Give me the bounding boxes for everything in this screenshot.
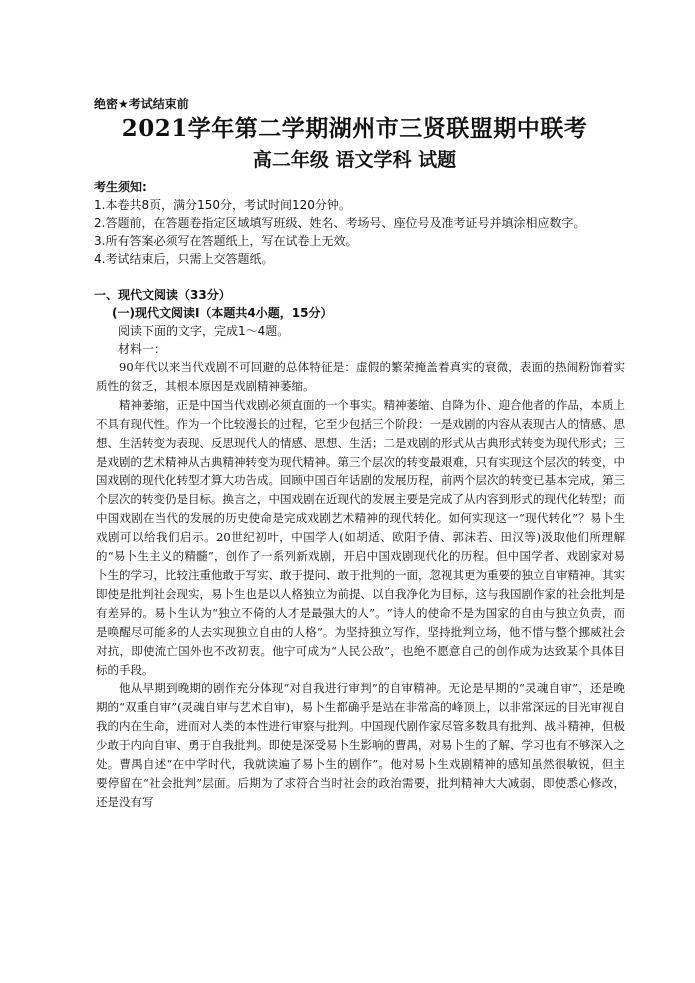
notice-item: 4.考试结束后，只需上交答题纸。 — [94, 252, 274, 266]
passage-paragraph: 精神萎缩，正是中国当代戏剧必须直面的一个事实。精神萎缩、自降为仆、迎合他者的作品，本质上不具有现代性。作为一个比较漫长的过程，它至少包括三个阶段：一是戏剧的内容从表现古人的情感、思想、生活转变为表现、反思现代人的情感、思想、生活；二是戏剧的形式从古典形式转变为现代形式；三是戏剧的艺术精神从古典精神转变为现代精神。第三个层次的转变最艰难，只有实现这个层次的转变，中国戏剧的现代化转型才算大功告成。回顾中国百年话剧的发展历程，前两个层次的转变已基本完成，第三个层次的转变仍是目标。换言之，中国戏剧在近现代的发展主要是完成了从内容到形式的现代化转型；而中国戏剧在当代的发展的历史使命是完成戏剧艺术精神的现代转化。如何实现这一“现代转化”？易卜生戏剧可以给我们启示。20世纪初叶，中国学人(如胡适、欧阳予倩、郭沫若、田汉等)汲取他们所理解的“易卜生主义的精髓”，创作了一系列新戏剧，开启中国戏剧现代化的历程。但中国学者、戏剧家对易卜生的学习，比较注重他敢于写实、敢于提问、敢于批判的一面，忽视其更为重要的独立自审精神。其实即使是批判社会现实，易卜生也是以人格独立为前提、以自我净化为目标，这与我国剧作家的社会批判是有差异的。易卜生认为“独立不倚的人才是最强大的人”。“诗人的使命不是为国家的自由与独立负责，而是唤醒尽可能多的人去实现独立自由的人格”。为坚持独立写作，坚持批判立场，他不惜与整个挪威社会对抗，即使流亡国外也不改初衷。他宁可成为“人民公敌”，也绝不愿意自己的创作成为达致某个具体目标的手段。 — [96, 397, 625, 677]
notice-list — [94, 196, 623, 268]
confidential-mark: 绝密★考试结束前 — [94, 97, 189, 111]
notice-item: 3.所有答案必须写在答题纸上，写在试卷上无效。 — [94, 234, 358, 248]
passage-paragraph: 90年代以来当代戏剧不可回避的总体特征是：虚假的繁荣掩盖着真实的衰微，表面的热闹粉饰着实质性的贫乏，其根本原因是戏剧精神萎缩。 — [96, 360, 625, 393]
notice-heading: 考生须知: — [94, 180, 147, 194]
notice-item: 2.答题前，在答题卷指定区域填写班级、姓名、考场号、座位号及准考证号并填涂相应数字。 — [94, 216, 586, 230]
exam-subtitle: 高二年级 语文学科 试题 — [252, 149, 457, 171]
reading-instruction: 阅读下面的文字，完成1～4题。 — [118, 324, 290, 338]
notice-item: 1.本卷共8页，满分150分，考试时间120分钟。 — [94, 198, 351, 212]
passage-paragraph: 他从早期到晚期的剧作充分体现“对自我进行审判”的自审精神。无论是早期的“灵魂自审”，还是晚期的“双重自审”(灵魂自审与艺术自审)，易卜生都确乎是站在非常高的峰顶上，以非常深远的目光审视自我的内在生命，进而对人类的本性进行审察与批判。中国现代剧作家尽管多数具有批判、战斗精神，但极少敢于内向自审、勇于自我批判。即使是深受易卜生影响的曹禺，对易卜生的了解、学习也有不够深入之处。曹禺自述“在中学时代，我就读遍了易卜生的剧作”。他对易卜生戏剧精神的感知虽然很敏锐，但主要停留在“社会批判”层面。后期为了求符合当时社会的政治需要，批判精神大大减弱，即使悉心修改，还是没有写 — [96, 681, 625, 809]
reading-passage — [96, 358, 625, 812]
subsection-heading: (一)现代文阅读Ⅰ（本题共4小题，15分） — [112, 306, 333, 320]
material-label: 材料一： — [118, 342, 167, 356]
section-heading: 一、现代文阅读（33分） — [94, 288, 231, 302]
exam-title: 2021学年第二学期湖州市三贤联盟期中联考 — [121, 115, 588, 142]
